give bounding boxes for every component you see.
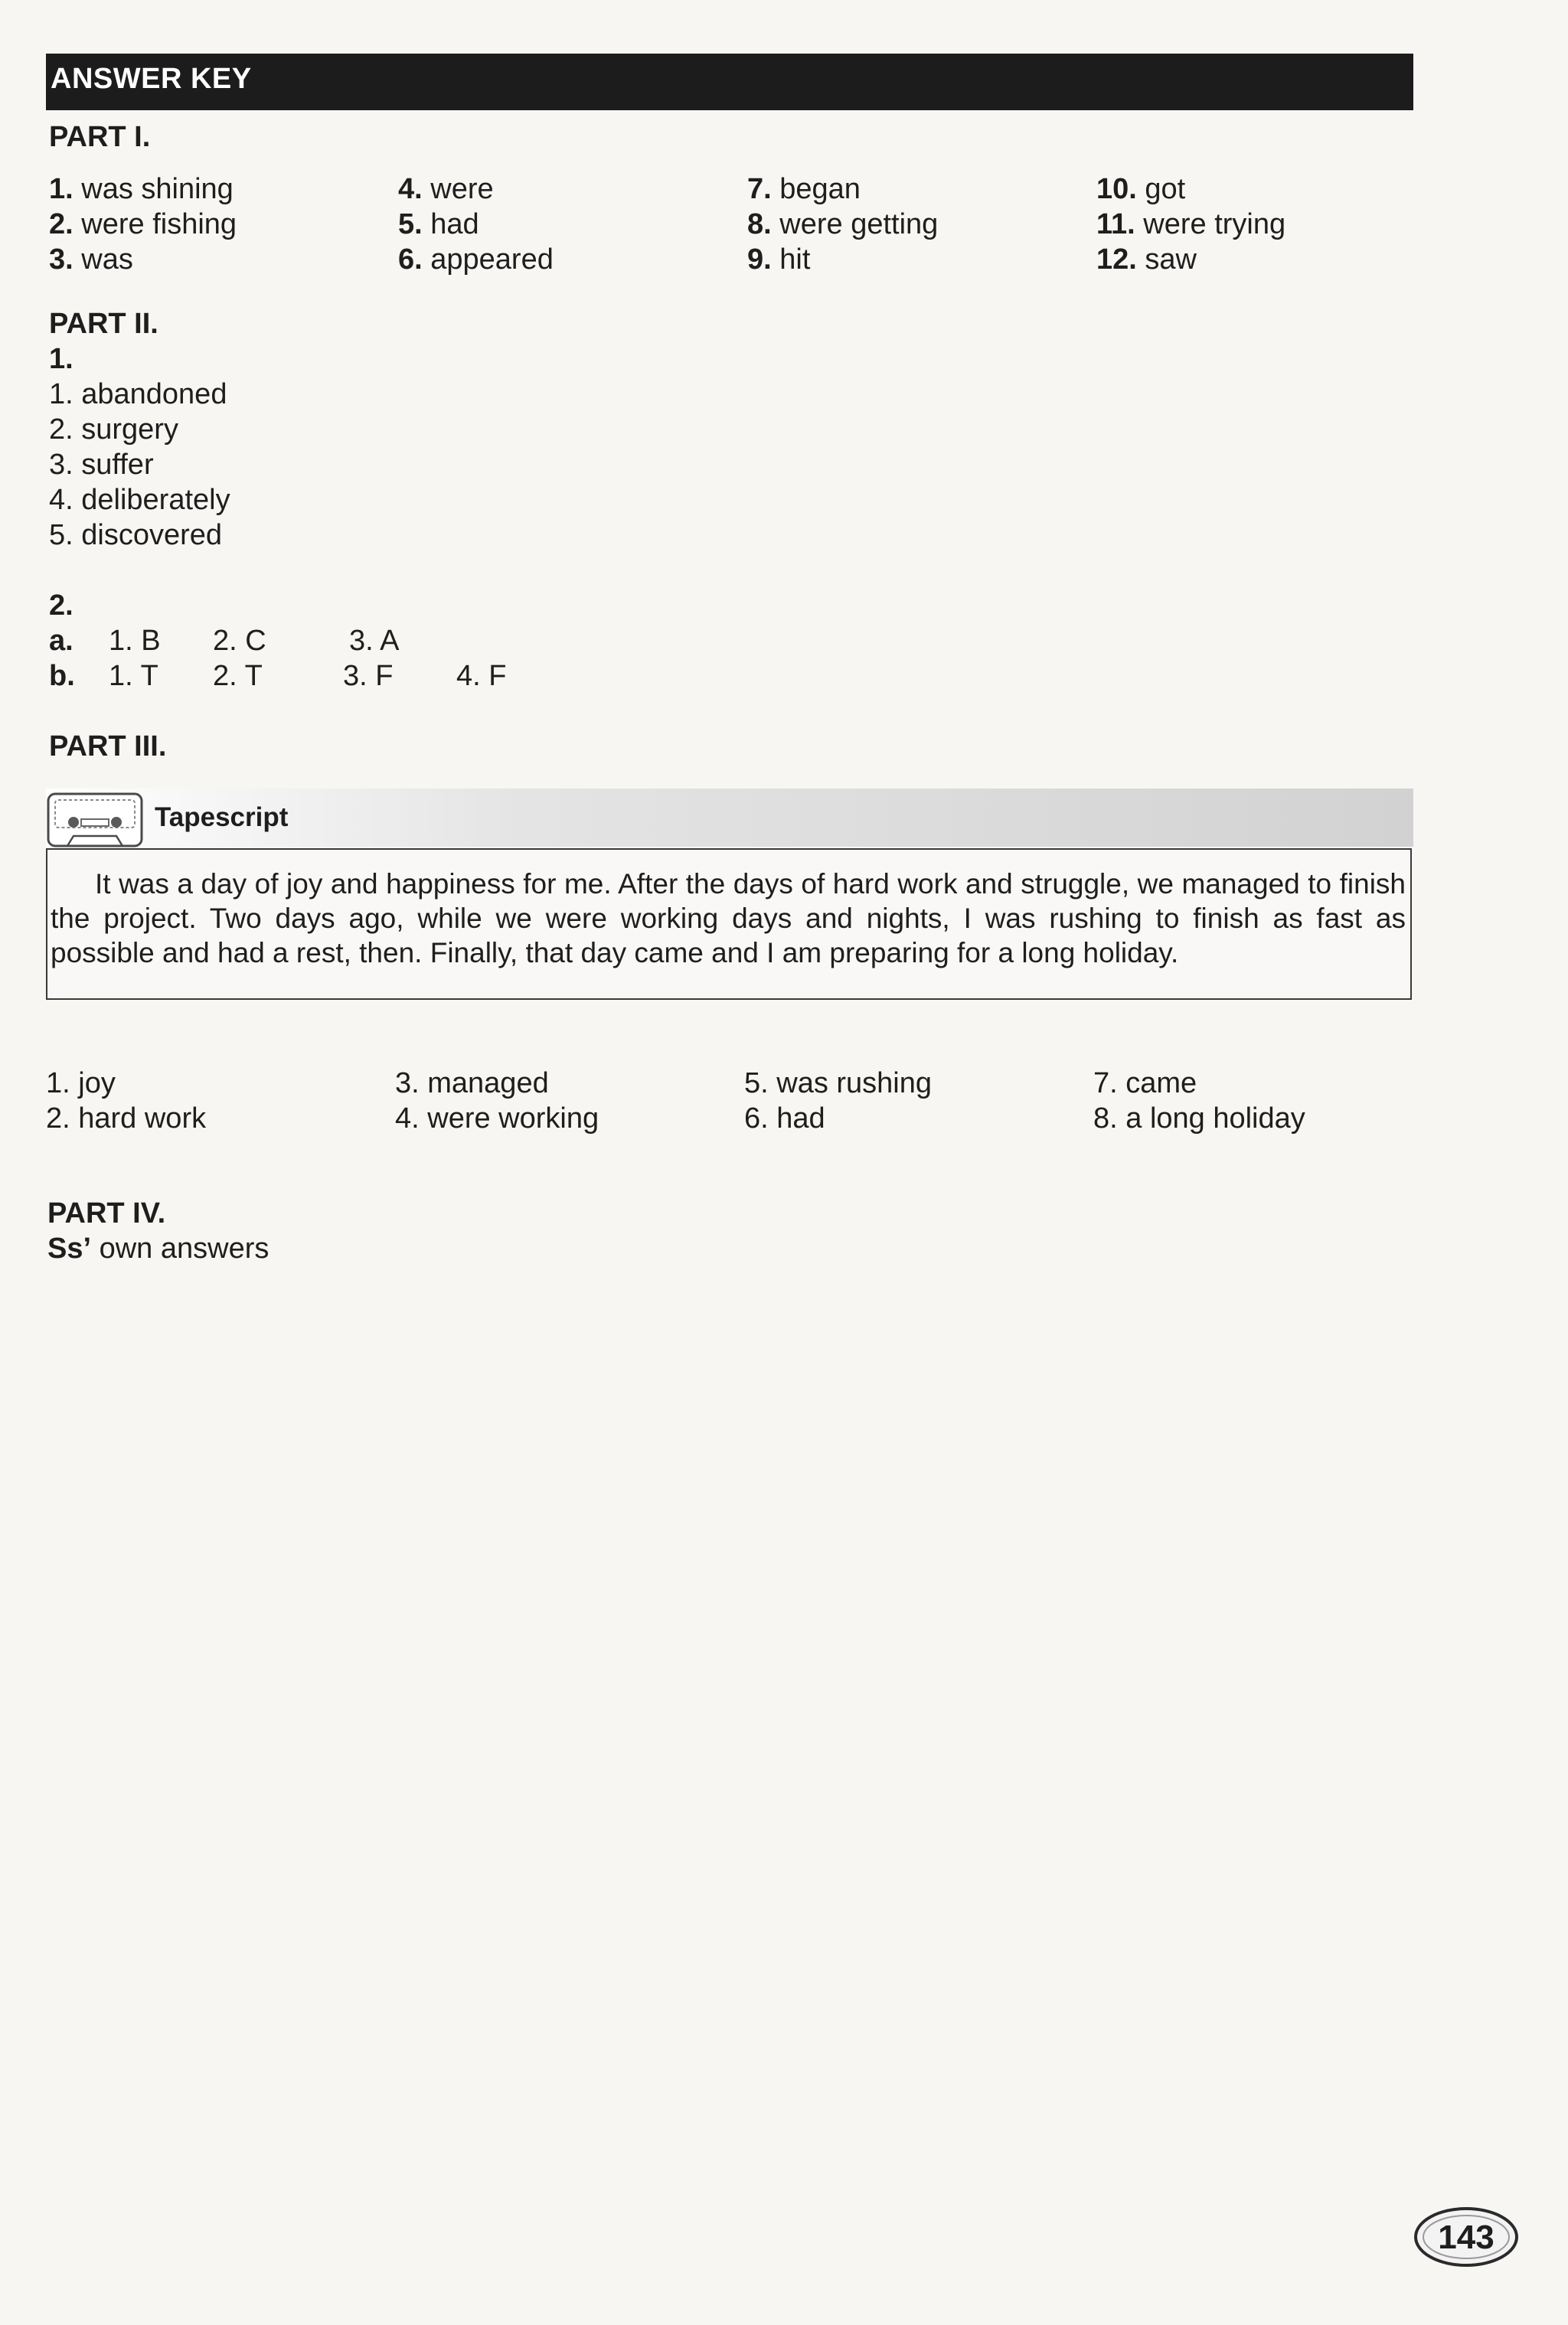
answer-item: 6. appeared (398, 243, 554, 276)
answer-item: 11. were trying (1096, 208, 1286, 240)
vocabulary-answer: 1. abandoned (49, 378, 227, 410)
row-b-answer: 3. F (343, 660, 394, 692)
answer-item: 8. were getting (747, 208, 939, 240)
part-1-column (398, 171, 554, 277)
part-2-title: PART II. (49, 308, 158, 340)
part-1-column (1096, 171, 1285, 277)
vocabulary-answer: 2. surgery (49, 413, 178, 446)
answer-item: 8. a long holiday (1093, 1102, 1305, 1135)
row-a-label: a. (49, 625, 74, 657)
row-b-answer: 1. T (109, 660, 158, 692)
answer-key-header-bar (46, 54, 1413, 110)
answer-item: 1. was shining (49, 173, 234, 205)
vocabulary-answer: 4. deliberately (49, 484, 230, 516)
vocabulary-answer: 3. suffer (49, 449, 154, 481)
row-a-answer: 3. A (349, 625, 400, 657)
part-4-answer: Ss’ own answers (47, 1233, 270, 1265)
part-1-title: PART I. (49, 121, 151, 153)
part-1-column (49, 171, 237, 277)
vocabulary-answer: 5. discovered (49, 519, 223, 551)
answer-item: 6. had (744, 1102, 825, 1135)
part-3-column (1093, 1066, 1305, 1136)
answer-item: 2. were fishing (49, 208, 237, 240)
tapescript-text: It was a day of joy and happiness for me. After the days of hard work and struggle, we managed to finish the project. Two days ago, while we were working days and nights, I was rushing to finish as fast as possible and had a rest, then. Finally, that day came and I am preparing for a long holiday. (51, 868, 1406, 968)
page-number: 143 (1438, 2219, 1494, 2256)
answer-item: 4. were working (395, 1102, 599, 1135)
answer-item: 5. had (398, 208, 479, 240)
part-4-title: PART IV. (47, 1197, 166, 1229)
answer-item: 3. managed (395, 1067, 549, 1099)
answer-item: 10. got (1096, 173, 1186, 205)
answer-key-title: ANSWER KEY (51, 63, 252, 95)
row-b-label: b. (49, 660, 75, 692)
tapescript-box (46, 848, 1412, 1000)
answer-item: 3. was (49, 243, 133, 276)
tapescript-header (46, 789, 1413, 847)
row-a-answer: 1. B (109, 625, 161, 657)
part-3-column (395, 1066, 599, 1136)
row-a-answer: 2. C (213, 625, 266, 657)
row-b-answer: 4. F (456, 660, 507, 692)
answer-item: 12. saw (1096, 243, 1197, 276)
part-2-section-1-label: 1. (49, 343, 74, 375)
part-1-column (747, 171, 938, 277)
answer-item: 7. came (1093, 1067, 1197, 1099)
part-3-title: PART III. (49, 730, 167, 762)
cassette-tape-icon (46, 792, 144, 848)
page-number-badge (1413, 2206, 1519, 2268)
answer-item: 7. began (747, 173, 861, 205)
part-2-section-2-label: 2. (49, 589, 74, 622)
answer-item: 5. was rushing (744, 1067, 933, 1099)
part-3-column (46, 1066, 206, 1136)
answer-item: 1. joy (46, 1067, 116, 1099)
answer-item: 4. were (398, 173, 494, 205)
part-3-column (744, 1066, 932, 1136)
tapescript-title: Tapescript (155, 802, 289, 832)
answer-item: 9. hit (747, 243, 811, 276)
answer-item: 2. hard work (46, 1102, 207, 1135)
row-b-answer: 2. T (213, 660, 263, 692)
